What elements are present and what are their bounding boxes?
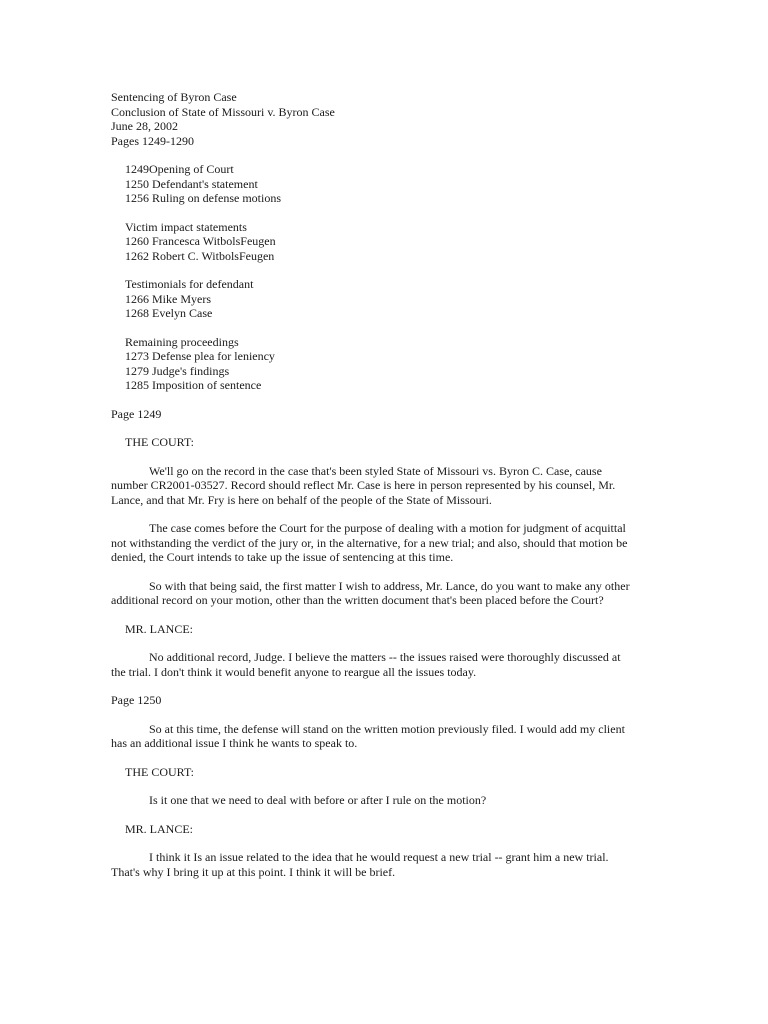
speaker-label: THE COURT: bbox=[125, 435, 195, 449]
speaker-label: MR. LANCE: bbox=[125, 821, 194, 836]
toc-heading: Remaining proceedings bbox=[125, 334, 239, 349]
toc-item: 1249Opening of Court bbox=[125, 162, 234, 176]
toc-group-testimonials bbox=[125, 277, 656, 321]
speaker-label: MR. LANCE: bbox=[125, 621, 194, 636]
toc-item: 1268 Evelyn Case bbox=[125, 306, 213, 320]
transcript-paragraph: So with that being said, the first matter I wish to address, Mr. Lance, do you want to make any other additional record on your motion, other than the written document that's been placed before the Court? bbox=[111, 578, 630, 607]
page-number-marker: Page 1249 bbox=[111, 406, 162, 421]
toc-item: 1262 Robert C. WitbolsFeugen bbox=[125, 248, 275, 263]
toc-group-remaining bbox=[125, 335, 656, 393]
document-title: Sentencing of Byron Case bbox=[111, 90, 237, 104]
transcript-paragraph: No additional record, Judge. I believe the matters -- the issues raised were thoroughly discussed at the trial. I don't think it would benefit anyone to reargue all the issues today. bbox=[111, 650, 621, 679]
toc-group-victim-statements bbox=[125, 220, 656, 264]
speaker-label: THE COURT: bbox=[125, 764, 195, 779]
transcript-body bbox=[111, 407, 656, 880]
toc-group-proceedings bbox=[125, 162, 656, 206]
toc-heading: Victim impact statements bbox=[125, 219, 247, 234]
toc-item: 1260 Francesca WitbolsFeugen bbox=[125, 234, 276, 248]
toc-item: 1250 Defendant's statement bbox=[125, 176, 258, 191]
document-page-range: Pages 1249-1290 bbox=[111, 133, 194, 148]
transcript-paragraph: The case comes before the Court for the purpose of dealing with a motion for judgment of acquittal not withstanding the verdict of the jury or, in the alternative, for a new trial; and also, should that motion be denied, the Court intends to take up the issue of sentencing at this time. bbox=[111, 521, 628, 564]
table-of-contents bbox=[111, 162, 656, 393]
toc-item: 1285 Imposition of sentence bbox=[125, 378, 262, 392]
document-subtitle: Conclusion of State of Missouri v. Byron Case bbox=[111, 104, 335, 119]
toc-item: 1266 Mike Myers bbox=[125, 291, 211, 306]
toc-heading: Testimonials for defendant bbox=[125, 277, 254, 291]
document-header bbox=[111, 90, 656, 148]
toc-item: 1256 Ruling on defense motions bbox=[125, 191, 281, 205]
document-page bbox=[111, 90, 656, 879]
document-date: June 28, 2002 bbox=[111, 119, 178, 133]
toc-item: 1279 Judge's findings bbox=[125, 363, 230, 378]
toc-item: 1273 Defense plea for leniency bbox=[125, 349, 275, 363]
transcript-paragraph: Is it one that we need to deal with before or after I rule on the motion? bbox=[149, 793, 487, 807]
transcript-paragraph: I think it Is an issue related to the idea that he would request a new trial -- grant him a new trial. That's why I bring it up at this point. I think it will be brief. bbox=[111, 850, 609, 879]
transcript-paragraph: So at this time, the defense will stand on the written motion previously filed. I would add my client has an additional issue I think he wants to speak to. bbox=[111, 721, 625, 750]
transcript-paragraph: We'll go on the record in the case that's been styled State of Missouri vs. Byron C. Case, cause number CR2001-03527. Record should reflect Mr. Case is here in person represented by his counsel, Mr. Lance, and that Mr. Fry is here on behalf of the people of the State of Missouri. bbox=[111, 463, 616, 507]
page-number-marker: Page 1250 bbox=[111, 693, 162, 707]
